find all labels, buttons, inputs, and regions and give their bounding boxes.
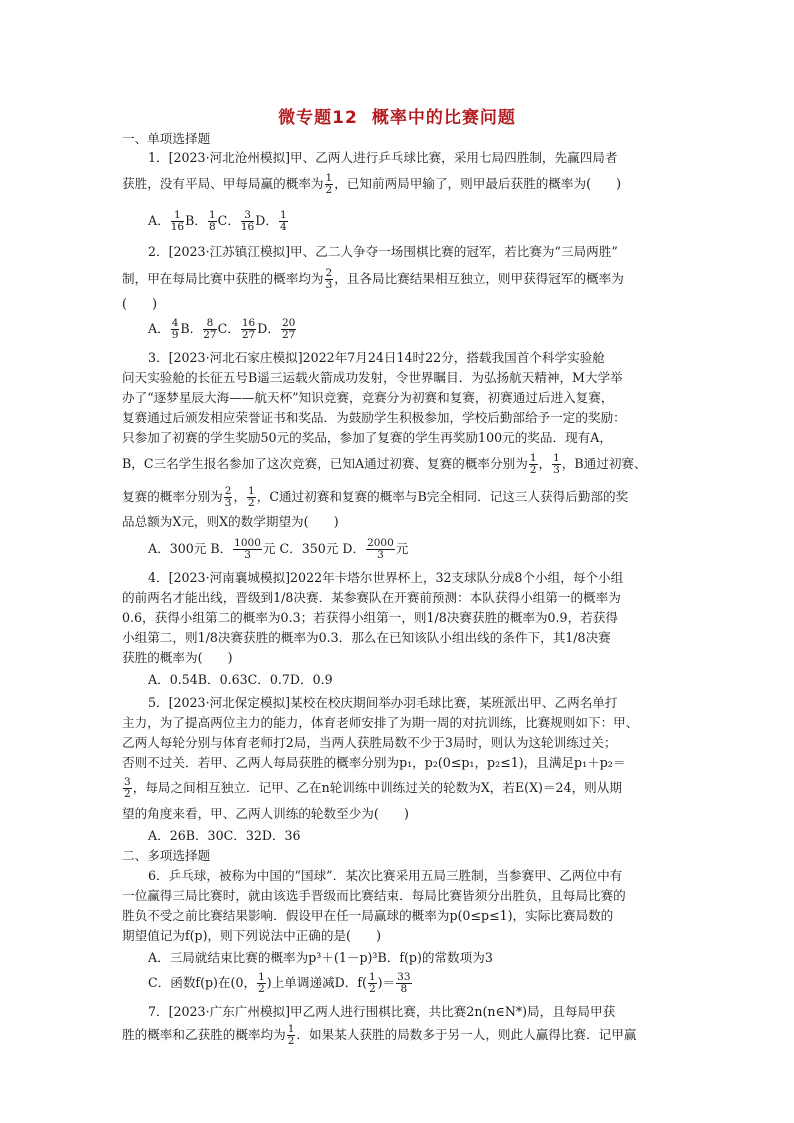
q6-options-ab: A．三局就结束比赛的概率为p³＋(1－p)³B．f(p)的常数项为3 [148, 950, 493, 965]
q5-line4: 否则不过关．若甲、乙两人每局获胜的概率分别为p₁，p₂(0≤p₁，p₂≤1)，且满足p₁＋p₂＝ [122, 755, 626, 770]
section-multi-choice: 二、多项选择题 [122, 848, 211, 863]
q3-options: A．300元 B． $\frac{1000}{3}$ 元 C．350元 D． $\frac{2000}{3}$ 元 [148, 537, 409, 561]
q6-line4: 期望值记为f(p)，则下列说法中正确的是( ) [122, 928, 382, 943]
q4-line5: 获胜的概率为( ) [122, 650, 233, 665]
q4-line1: 4．[2023·河南襄城模拟]2022年卡塔尔世界杯上，32支球队分成8个小组，每个小组 [148, 570, 624, 585]
page-title [0, 103, 794, 128]
q2-options: A． $\frac{4}{9}$ B． $\frac{8}{27}$ C． $\frac{16}{27}$ D． $\frac{20}{27}$ [148, 317, 296, 341]
q2-line1: 2．[2023·江苏镇江模拟]甲、乙二人争夺一场围棋比赛的冠军，若比赛为“三局两胜” [148, 244, 618, 259]
q7-line2: 胜的概率和乙获胜的概率均为 $\frac{1}{2}$ ．如果某人获胜的局数多于另一人，则此人赢得比赛．记甲赢 [122, 1023, 637, 1047]
q3-line2: 问天实验舱的长征五号B遥三运载火箭成功发射，令世界瞩目．为弘扬航天精神，M大学举 [122, 370, 623, 385]
q3-line1: 3．[2023·河北石家庄模拟]2022年7月24日14时22分，搭载我国首个科学实验舱 [148, 350, 605, 365]
q1-line2: 获胜，没有平局、甲每局赢的概率为 $\frac{1}{2}$ ，已知前两局甲输了，则甲最后获胜的概率为( ) [122, 172, 622, 196]
q5-line2: 主力，为了提高两位主力的能力，体育老师安排了为期一周的对抗训练，比赛规则如下：甲、 [122, 715, 639, 730]
q3-line6: B，C三名学生报名参加了这次竞赛，已知A通过初赛、复赛的概率分别为 $\frac{1}{2}$ ， $\frac{1}{3}$ ，B通过初赛、 [122, 452, 647, 476]
fraction: $\frac{1}{2}$ [325, 172, 333, 196]
q5-line3: 乙两人每轮分别与体育老师打2局，当两人获胜局数不少于3局时，则认为这轮训练过关； [122, 735, 617, 750]
q4-line2: 的前两名才能出线，晋级到1/8决赛．某参赛队在开赛前预测：本队获得小组第一的概率为 [122, 590, 621, 605]
q4-line3: 0.6，获得小组第二的概率为0.3；若获得小组第一，则1/8决赛获胜的概率为0.9，若获得 [122, 610, 618, 625]
q1-line1: 1．[2023·河北沧州模拟]甲、乙两人进行乒乓球比赛，采用七局四胜制，先赢四局者 [148, 150, 618, 165]
q2-line2: 制，甲在每局比赛中获胜的概率均为 $\frac{2}{3}$ ，且各局比赛结果相互独立，则甲获得冠军的概率为 [122, 267, 624, 291]
q5-line1: 5．[2023·河北保定模拟]某校在校庆期间举办羽毛球比赛，某班派出甲、乙两名单打 [148, 695, 618, 710]
q4-options: A．0.54B．0.63C．0.7D．0.9 [148, 672, 333, 687]
q5-options: A．26B．30C．32D．36 [148, 828, 301, 843]
q2-line3: ( ) [122, 296, 158, 311]
q7-line1: 7．[2023·广东广州模拟]甲乙两人进行围棋比赛，共比赛2n(n∈N*)局，且每局甲获 [148, 1004, 616, 1019]
q6-line2: 一位赢得三局比赛时，就由该选手晋级而比赛结束．每局比赛皆须分出胜负，且每局比赛的 [122, 888, 626, 903]
q6-line1: 6．乒乓球，被称为中国的“国球”．某次比赛采用五局三胜制，当参赛甲、乙两位中有 [148, 868, 623, 883]
q4-line4: 小组第二，则1/8决赛获胜的概率为0.3．那么在已知该队小组出线的条件下，其1/8决赛 [122, 630, 611, 645]
q3-line3: 办了“逐梦星辰大海——航天杯”知识竞赛，竞赛分为初赛和复赛，初赛通过后进入复赛， [122, 390, 614, 405]
title-main: 微专题12 [278, 108, 358, 128]
title-sub: 概率中的比赛问题 [371, 108, 516, 128]
q1-options: A． $\frac{1}{16}$ B． $\frac{1}{8}$ C． $\frac{3}{16}$ D． $\frac{1}{4}$ [148, 209, 287, 233]
q3-line8: 品总额为X元，则X的数学期望为( ) [122, 514, 339, 529]
q6-options-cd: C．函数f(p)在(0， $\frac{1}{2}$ )上单调递减D．f( $\frac{1}{2}$ )＝ $\frac{33}{8}$ [148, 971, 411, 995]
q3-line4: 复赛通过后颁发相应荣誉证书和奖品．为鼓励学生积极参加，学校后勤部给予一定的奖励： [122, 410, 626, 425]
q6-line3: 胜负不受之前比赛结果影响．假设甲在任一局赢球的概率为p(0≤p≤1)，实际比赛局数的 [122, 908, 614, 923]
q3-line7: 复赛的概率分别为 $\frac{2}{3}$ ， $\frac{1}{2}$ ，C通过初赛和复赛的概率与B完全相同．记这三人获得后勤部的奖 [122, 485, 629, 509]
q5-line5: $\frac{3}{2}$ ，每局之间相互独立．记甲、乙在n轮训练中训练过关的轮数为X，若E(X)＝24，则从期 [124, 776, 622, 800]
q5-line6: 望的角度来看，甲、乙两人训练的轮数至少为( ) [122, 806, 409, 821]
section-single-choice: 一、单项选择题 [122, 131, 211, 146]
q3-line5: 只参加了初赛的学生奖励50元的奖品，参加了复赛的学生再奖励100元的奖品．现有A， [122, 430, 612, 445]
